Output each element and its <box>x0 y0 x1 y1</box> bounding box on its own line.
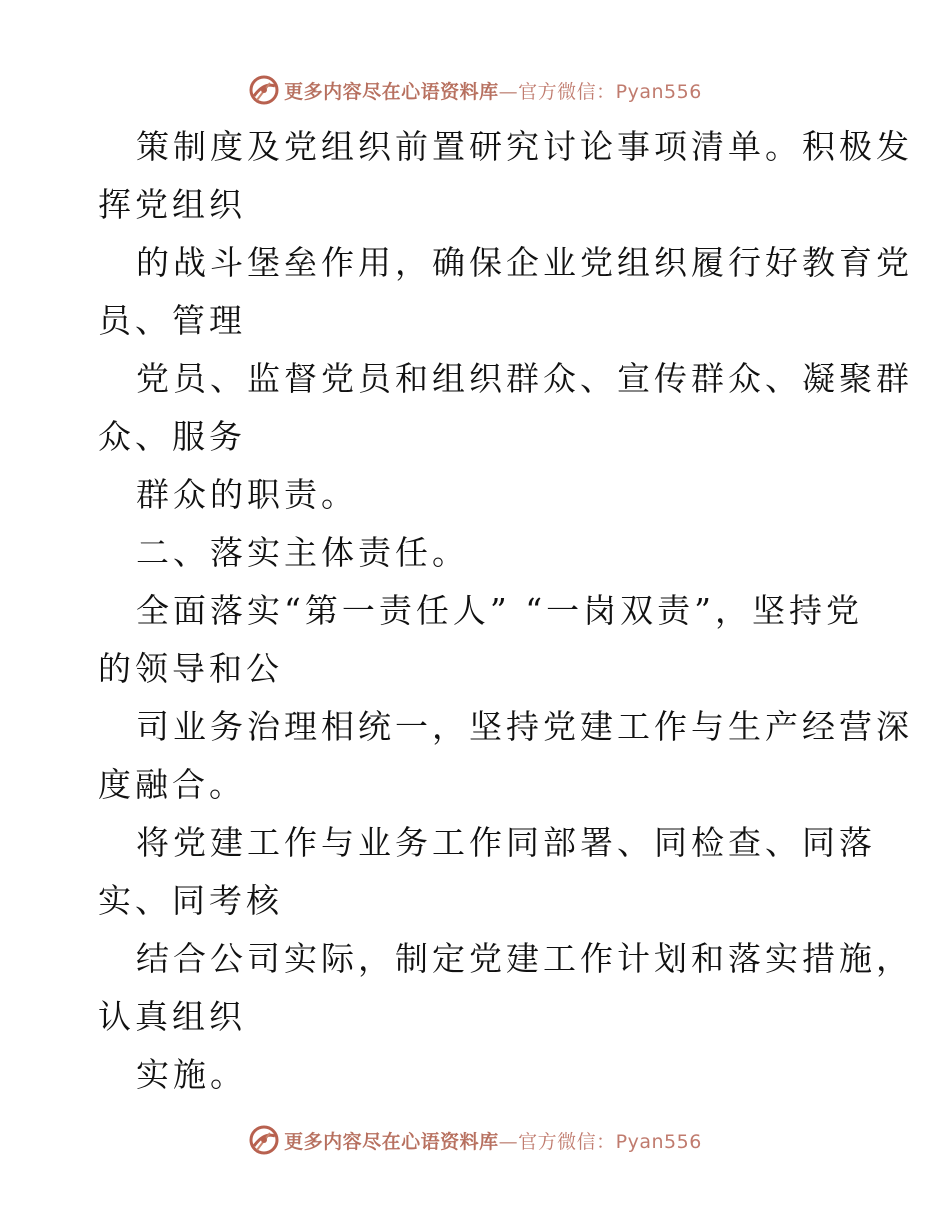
body-text-line: 的领导和公 <box>98 649 283 688</box>
watermark-contact: 官方微信：Pyan556 <box>518 80 702 103</box>
body-text-line: 众、服务 <box>98 417 246 456</box>
watermark-text <box>284 1127 702 1154</box>
footer-watermark <box>0 1120 950 1160</box>
body-text-line: 策制度及党组织前置研究讨论事项清单。积极发 <box>136 127 913 166</box>
body-text-line: 司业务治理相统一，坚持党建工作与生产经营深 <box>136 707 913 746</box>
watermark-main: 更多内容尽在心语资料库 <box>284 1130 499 1153</box>
watermark-separator: — <box>498 80 519 103</box>
body-text-line: 认真组织 <box>98 997 246 1036</box>
seal-logo-icon <box>248 1124 280 1156</box>
body-text-line: 结合公司实际，制定党建工作计划和落实措施， <box>136 939 913 978</box>
watermark-contact: 官方微信：Pyan556 <box>518 1130 702 1153</box>
body-text-line: 党员、监督党员和组织群众、宣传群众、凝聚群 <box>136 359 913 398</box>
body-text-line: 将党建工作与业务工作同部署、同检查、同落 <box>136 823 876 862</box>
body-text-line: 员、管理 <box>98 301 246 340</box>
body-text-line: 挥党组织 <box>98 185 246 224</box>
body-text-line: 群众的职责。 <box>136 475 358 514</box>
seal-logo-icon <box>248 74 280 106</box>
body-text-line: 全面落实“第一责任人” “一岗双责”，坚持党 <box>136 591 863 630</box>
body-text-line: 的战斗堡垒作用，确保企业党组织履行好教育党 <box>136 243 913 282</box>
body-text-line: 度融合。 <box>98 765 246 804</box>
body-text-line: 实、同考核 <box>98 881 283 920</box>
watermark-separator: — <box>498 1130 519 1153</box>
watermark-main: 更多内容尽在心语资料库 <box>284 80 499 103</box>
body-text-line: 二、落实主体责任。 <box>136 533 469 572</box>
header-watermark <box>0 70 950 110</box>
body-text-line: 实施。 <box>136 1055 247 1094</box>
document-body <box>98 118 913 1104</box>
watermark-text <box>284 77 702 104</box>
